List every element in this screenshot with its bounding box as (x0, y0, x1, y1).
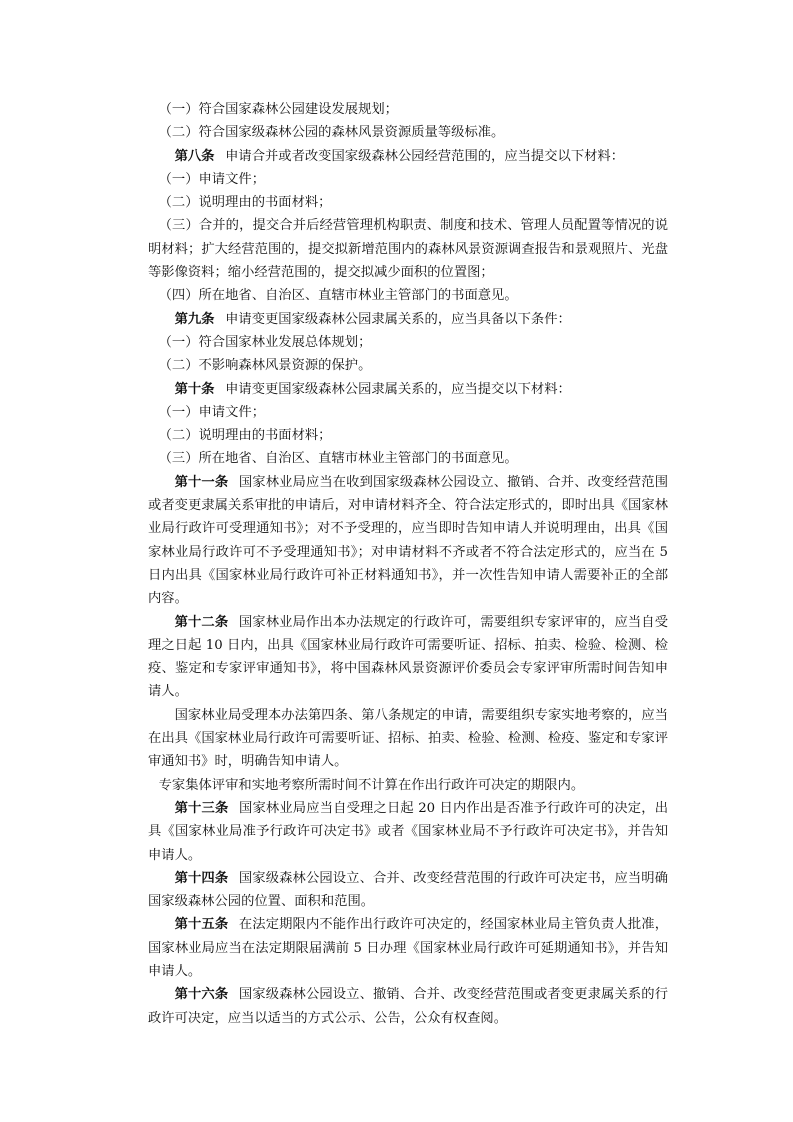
article-number: 第十一条 (174, 474, 229, 490)
paragraph-text: 申请合并或者改变国家级森林公园经营范围的，应当提交以下材料： (225, 148, 625, 164)
paragraph (148, 704, 668, 774)
paragraph (148, 168, 668, 191)
paragraph-text: （一）申请文件； (158, 171, 265, 187)
paragraph-text: （三）合并的，提交合并后经营管理机构职责、制度和技术、管理人员配置等情况的说明材料；扩大经营范围的，提交拟新增范围内的森林风景资源调查报告和景观照片、光盘等影像资料；缩小经营范围的，提交拟减少面积的位置图； (148, 218, 668, 281)
paragraph (148, 447, 668, 470)
paragraph (148, 354, 668, 377)
paragraph (148, 308, 668, 331)
article-number: 第十条 (174, 381, 215, 397)
paragraph (148, 424, 668, 447)
paragraph-text: 在法定期限内不能作出行政许可决定的，经国家林业局主管负责人批准，国家林业局应当在法定期限届满前 5 日办理《国家林业局行政许可延期通知书》，并告知申请人。 (148, 917, 668, 979)
paragraph (148, 913, 668, 983)
paragraph-text: 申请变更国家级森林公园隶属关系的，应当具备以下条件： (225, 311, 571, 327)
article-number: 第八条 (174, 148, 215, 164)
article-number: 第十三条 (174, 800, 229, 816)
paragraph-text: （四）所在地省、自治区、直辖市林业主管部门的书面意见。 (158, 288, 518, 304)
paragraph (148, 797, 668, 867)
paragraph (148, 191, 668, 214)
article-number: 第十五条 (174, 917, 229, 933)
paragraph (148, 471, 668, 611)
paragraph (148, 284, 668, 307)
article-number: 第十四条 (174, 870, 229, 886)
paragraph-text: （三）所在地省、自治区、直辖市林业主管部门的书面意见。 (158, 451, 518, 467)
paragraph-text: （二）说明理由的书面材料； (158, 428, 332, 444)
paragraph-text: 国家林业局受理本办法第四条、第八条规定的申请，需要组织专家实地考察的，应当在出具《国家林业局行政许可需要听证、招标、拍卖、检验、检测、检疫、鉴定和专家评审通知书》时，明确告知申请人。 (148, 707, 668, 770)
paragraph-text: 申请变更国家级森林公园隶属关系的，应当提交以下材料： (225, 381, 571, 397)
paragraph (148, 331, 668, 354)
paragraph-text: （一）申请文件； (158, 404, 265, 420)
paragraph (148, 611, 668, 704)
paragraph-text: （二）说明理由的书面材料； (158, 195, 332, 211)
paragraph-text: 国家林业局应当自受理之日起 20 日内作出是否准予行政许可的决定，出具《国家林业局准予行政许可决定书》或者《国家林业局不予行政许可决定书》，并告知申请人。 (148, 800, 668, 863)
article-number: 第十六条 (174, 987, 229, 1003)
paragraph (148, 145, 668, 168)
paragraph-text: 专家集体评审和实地考察所需时间不计算在作出行政许可决定的期限内。 (158, 777, 585, 793)
paragraph-text: 国家级森林公园设立、撤销、合并、改变经营范围或者变更隶属关系的行政许可决定，应当以适当的方式公示、公告，公众有权查阅。 (148, 987, 668, 1026)
paragraph-text: （一）符合国家林业发展总体规划； (158, 334, 372, 350)
paragraph-text: （二）符合国家级森林公园的森林风景资源质量等级标准。 (158, 125, 505, 141)
paragraph-text: 国家级森林公园设立、合并、改变经营范围的行政许可决定书，应当明确国家级森林公园的位置、面积和范围。 (148, 870, 668, 910)
article-number: 第九条 (174, 311, 215, 327)
article-number: 第十二条 (174, 614, 229, 630)
document-body (148, 98, 668, 1030)
paragraph (148, 867, 668, 914)
paragraph-text: （二）不影响森林风景资源的保护。 (158, 358, 372, 374)
paragraph (148, 214, 668, 284)
paragraph (148, 121, 668, 144)
paragraph (148, 98, 668, 121)
paragraph-text: 国家林业局应当在收到国家级森林公园设立、撤销、合并、改变经营范围或者变更隶属关系审批的申请后，对申请材料齐全、符合法定形式的，即时出具《国家林业局行政许可受理通知书》；对不予受理的，应当即时告知申请人并说明理由，出具《国家林业局行政许可不予受理通知书》；对申请材料不齐或者不符合法定形式的，应当在 5 日内出具《国家林业局行政许可补正材料通知书》，并一次性告知申请人需要补正的全部内容。 (148, 474, 668, 607)
paragraph (148, 983, 668, 1030)
paragraph (148, 774, 668, 797)
paragraph (148, 401, 668, 424)
paragraph-text: （一）符合国家森林公园建设发展规划； (158, 102, 398, 117)
paragraph-text: 国家林业局作出本办法规定的行政许可，需要组织专家评审的，应当自受理之日起 10 日内，出具《国家林业局行政许可需要听证、招标、拍卖、检验、检测、检疫、鉴定和专家评审通知书》，将中国森林风景资源评价委员会专家评审所需时间告知申请人。 (148, 614, 668, 700)
paragraph (148, 378, 668, 401)
